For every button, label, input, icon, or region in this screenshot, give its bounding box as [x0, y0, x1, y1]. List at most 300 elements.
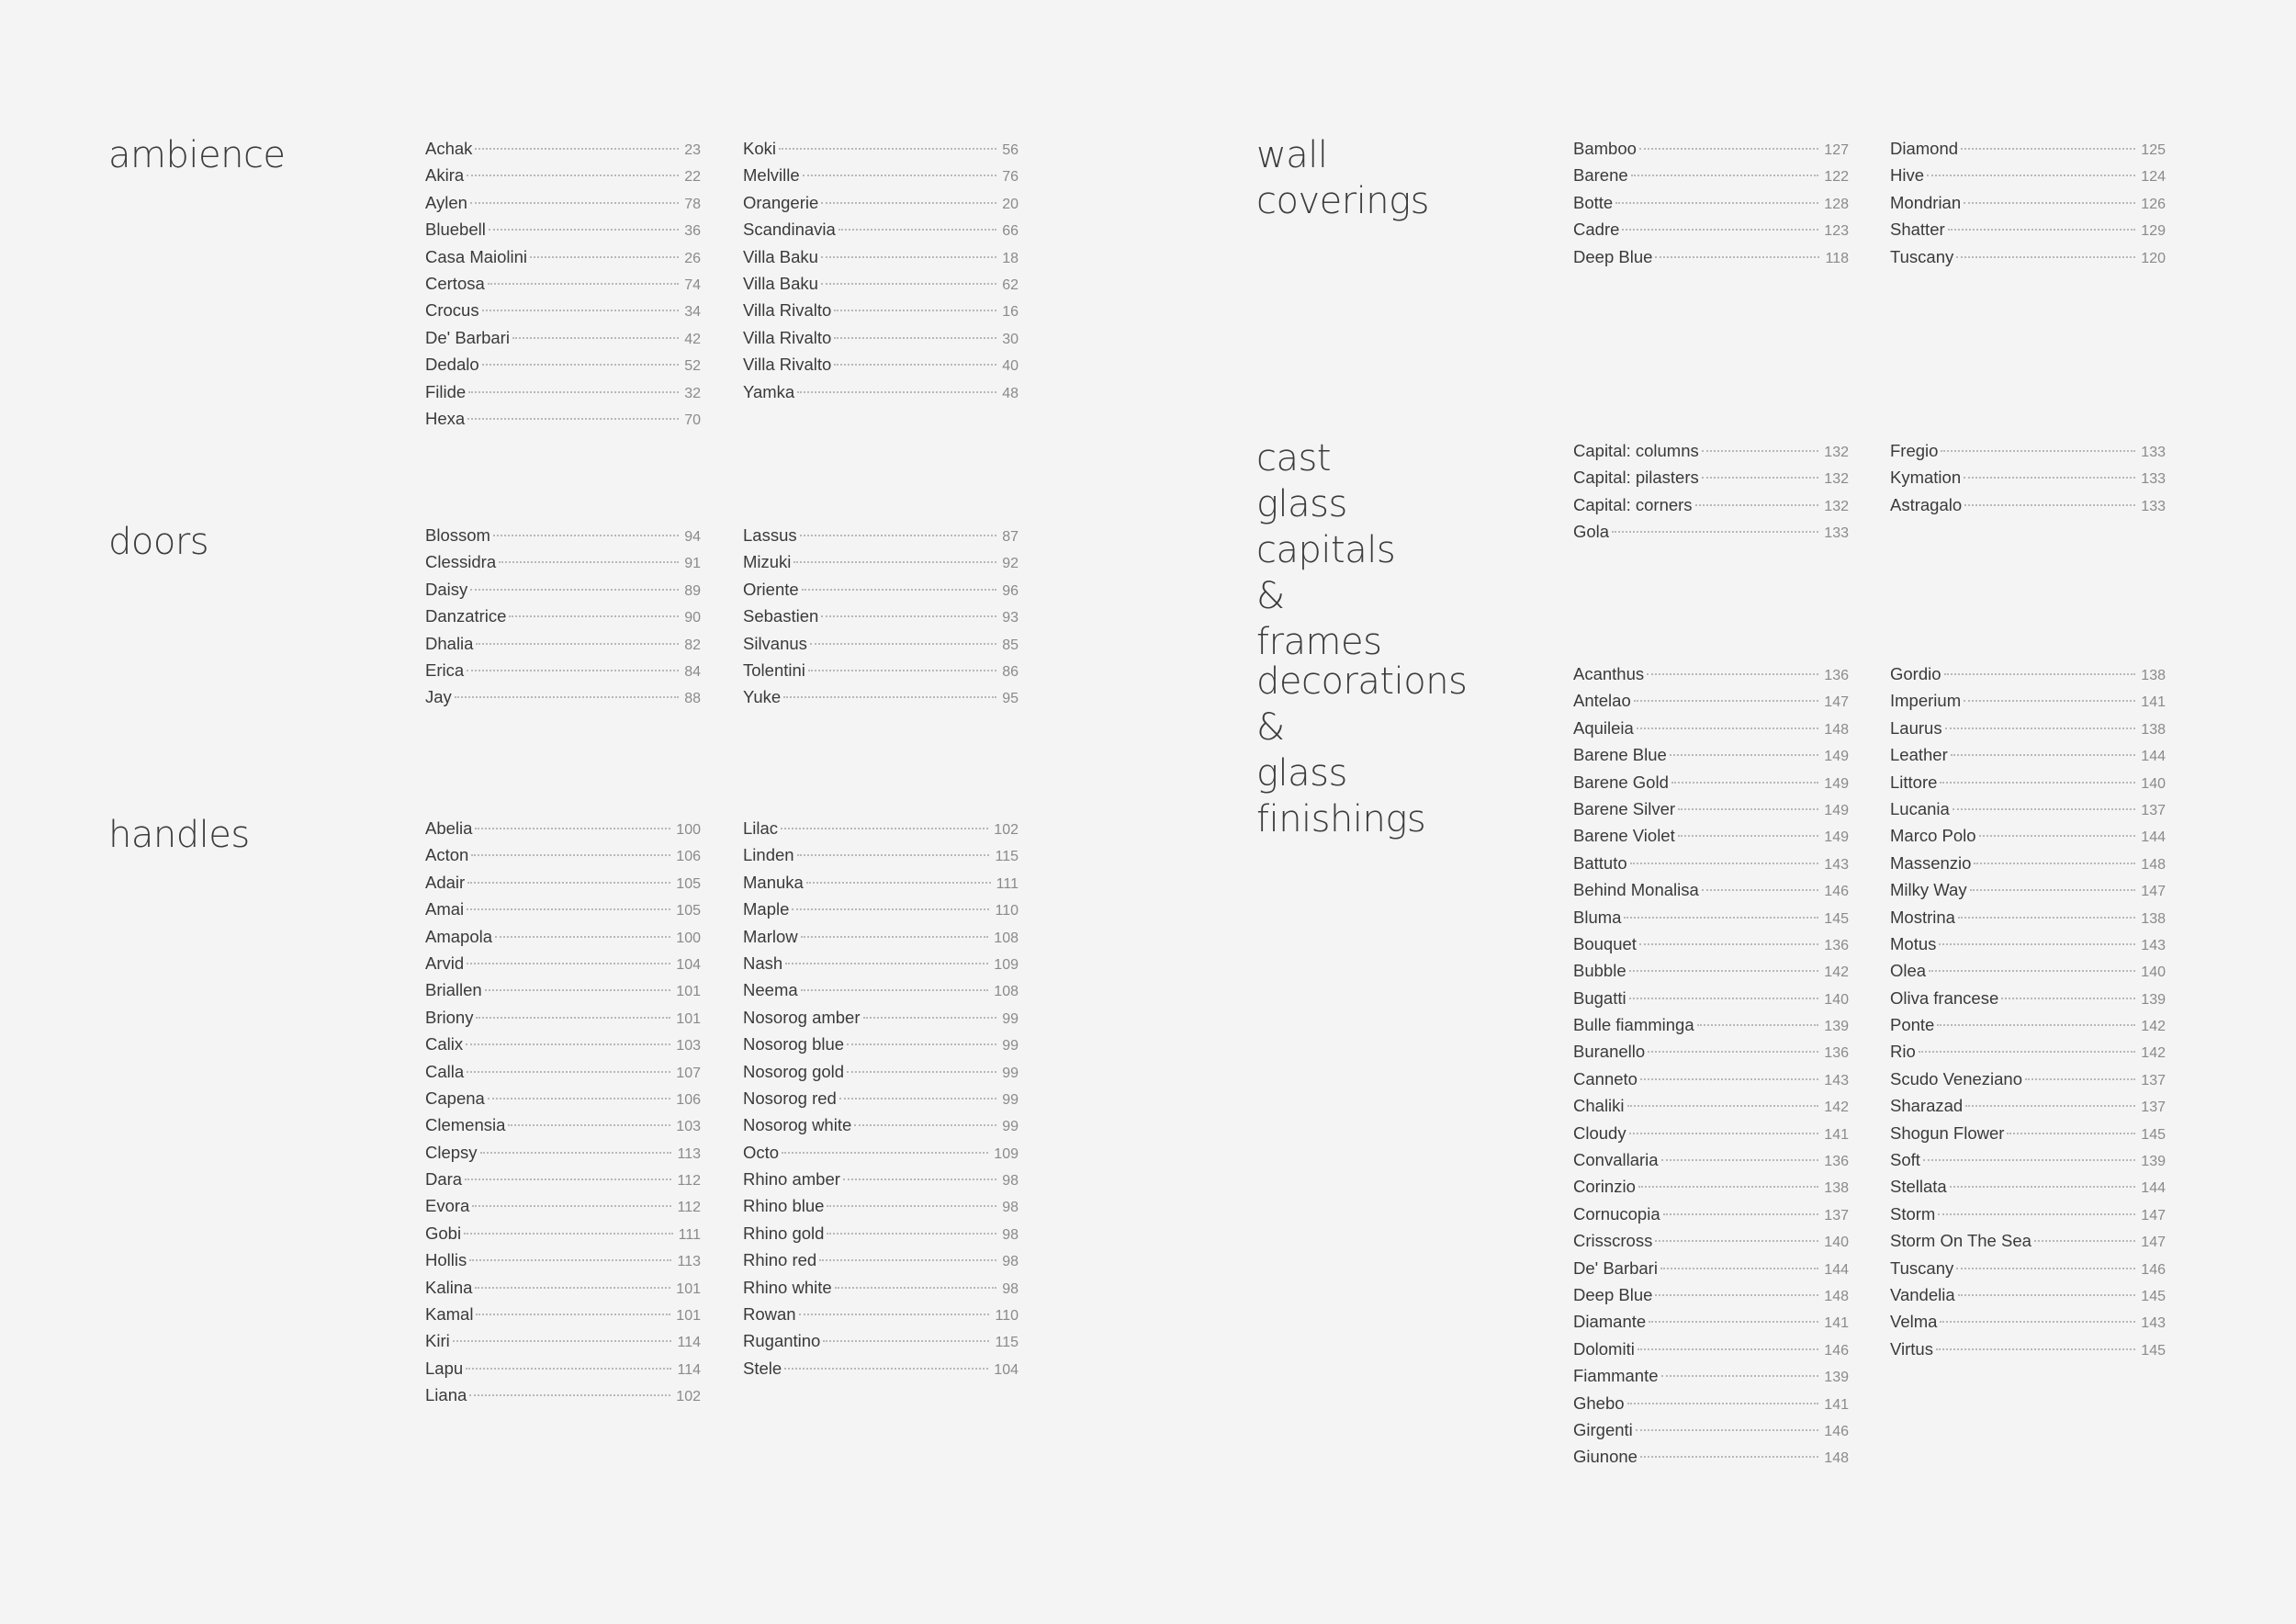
entry-page-number: 110 [995, 1308, 1019, 1325]
dot-leader [1640, 1078, 1818, 1080]
entry-name: Linden [743, 845, 794, 865]
index-entry [1890, 1038, 2166, 1065]
index-entry [743, 923, 1019, 950]
dot-leader [472, 1205, 671, 1207]
index-entry [743, 815, 1019, 841]
index-entry [1573, 437, 1849, 464]
entry-name: Velma [1890, 1312, 1938, 1332]
dot-leader [467, 882, 670, 884]
entry-page-number: 102 [994, 822, 1019, 838]
entry-name: Massenzio [1890, 852, 1972, 873]
entry-name: Nash [743, 953, 783, 973]
index-entry [1890, 1011, 2166, 1038]
entry-name: Rhino white [743, 1277, 832, 1297]
index-entry [1890, 1227, 2166, 1254]
entry-name: Dhalia [425, 633, 474, 653]
entry-page-number: 95 [1002, 691, 1019, 707]
entry-name: Mondrian [1890, 192, 1962, 212]
entry-name: Calix [425, 1034, 464, 1054]
dot-leader [1629, 970, 1819, 972]
entry-name: Mostrina [1890, 907, 1955, 927]
dot-leader [489, 229, 679, 231]
dot-leader [1631, 175, 1819, 176]
entry-name: Antelao [1573, 691, 1631, 711]
dot-leader [2025, 1078, 2135, 1080]
entry-page-number: 113 [677, 1254, 701, 1270]
entry-page-number: 109 [994, 1145, 1019, 1162]
index-entry [743, 869, 1019, 896]
entry-page-number: 110 [995, 903, 1019, 919]
index-entry [743, 1192, 1019, 1219]
entry-name: De' Barbari [425, 327, 510, 347]
index-entry [1573, 1390, 1849, 1416]
entry-name: Blossom [425, 525, 490, 545]
dot-leader [467, 670, 679, 671]
entry-page-number: 133 [2141, 445, 2166, 460]
index-entry [425, 896, 701, 922]
entry-page-number: 84 [684, 663, 701, 680]
index-entry [1890, 715, 2166, 741]
entry-page-number: 92 [1002, 556, 1019, 572]
dot-leader [793, 561, 996, 563]
index-entry [425, 683, 701, 710]
entry-name: Bamboo [1573, 139, 1637, 158]
index-entry [425, 869, 701, 896]
entry-name: Rowan [743, 1304, 796, 1325]
dot-leader [1938, 1213, 2135, 1215]
entry-page-number: 139 [1824, 1019, 1849, 1035]
dot-leader [1697, 1024, 1819, 1026]
dot-leader [783, 696, 996, 698]
entry-name: Storm [1890, 1203, 1936, 1224]
entry-page-number: 82 [684, 637, 701, 653]
entry-name: Rhino blue [743, 1196, 825, 1216]
entry-name: Bluma [1573, 907, 1622, 927]
entry-page-number: 111 [996, 875, 1019, 892]
dot-leader [467, 908, 670, 910]
dot-leader [839, 1098, 996, 1100]
entry-page-number: 145 [2141, 1126, 2166, 1143]
index-entry [1573, 243, 1849, 270]
entry-name: Kymation [1890, 468, 1962, 488]
entry-name: Tuscany [1890, 246, 1954, 266]
dot-leader [467, 418, 679, 420]
entry-page-number: 22 [684, 169, 701, 186]
entry-name: Dara [425, 1169, 463, 1190]
index-entry [1890, 850, 2166, 876]
index-entry [425, 1166, 701, 1192]
index-entry [1573, 985, 1849, 1011]
entry-name: Aylen [425, 192, 467, 212]
dot-leader [1671, 782, 1818, 784]
index-entry [743, 297, 1019, 323]
entry-page-number: 16 [1002, 304, 1019, 321]
index-entry [1573, 741, 1849, 768]
entry-name: Behind Monalisa [1573, 880, 1699, 900]
dot-leader [476, 1017, 670, 1019]
index-entry [743, 1246, 1019, 1273]
dot-leader [810, 643, 996, 645]
dot-leader [819, 1259, 996, 1261]
entry-name: Nosorog blue [743, 1034, 845, 1054]
entry-name: Orangerie [743, 192, 819, 212]
entry-page-number: 133 [2141, 471, 2166, 488]
dot-leader [799, 1314, 990, 1315]
entry-page-number: 142 [1824, 1100, 1849, 1116]
index-entry [1890, 876, 2166, 903]
index-entry [1890, 741, 2166, 768]
index-entry [1573, 1120, 1849, 1146]
index-entry [743, 162, 1019, 188]
dot-leader [834, 337, 996, 339]
index-entry [425, 405, 701, 432]
entry-page-number: 96 [1002, 582, 1019, 599]
index-entry [743, 243, 1019, 270]
entry-page-number: 148 [1824, 1288, 1849, 1304]
dot-leader [466, 1368, 671, 1370]
entry-name: Achak [425, 139, 473, 158]
entry-name: Tolentini [743, 660, 805, 680]
entry-name: Nosorog red [743, 1088, 837, 1108]
entry-page-number: 148 [1824, 1450, 1849, 1467]
dot-leader [808, 670, 996, 671]
dot-leader [1953, 808, 2135, 810]
entry-name: Lassus [743, 525, 797, 545]
entry-page-number: 85 [1002, 637, 1019, 653]
index-entry [743, 324, 1019, 351]
entry-page-number: 139 [2141, 991, 2166, 1008]
section-title: ambience [108, 134, 286, 176]
dot-leader [485, 989, 671, 991]
entry-page-number: 109 [994, 956, 1019, 973]
index-entry [743, 1085, 1019, 1111]
index-entry [1890, 957, 2166, 984]
entry-name: Ponte [1890, 1015, 1935, 1035]
dot-leader [803, 175, 997, 176]
entry-page-number: 26 [684, 250, 701, 266]
index-entry [1573, 1281, 1849, 1308]
index-entry [1890, 795, 2166, 822]
entry-name: Lilac [743, 818, 779, 838]
index-entry [1890, 687, 2166, 714]
index-entry [743, 216, 1019, 242]
entry-name: Soft [1890, 1150, 1920, 1170]
dot-leader [854, 1124, 996, 1126]
dot-leader [1950, 1186, 2136, 1188]
entry-name: Corinzio [1573, 1177, 1636, 1197]
entry-page-number: 42 [684, 331, 701, 347]
entry-name: Barene Blue [1573, 745, 1667, 765]
entry-name: Villa Rivalto [743, 300, 832, 321]
dot-leader [779, 148, 996, 150]
dot-leader [1927, 175, 2135, 176]
entry-name: Astragalo [1890, 494, 1963, 514]
entry-name: Gobi [425, 1223, 462, 1243]
index-entry [1573, 518, 1849, 545]
entry-name: Littore [1890, 772, 1938, 792]
entry-page-number: 146 [1824, 884, 1849, 900]
index-entry [1573, 1255, 1849, 1281]
dot-leader [2007, 1133, 2135, 1134]
index-entry [425, 135, 701, 162]
index-entry [1890, 1066, 2166, 1092]
index-entry [743, 630, 1019, 657]
index-entry [743, 603, 1019, 629]
entry-page-number: 103 [676, 1119, 701, 1135]
dot-leader [1661, 1375, 1819, 1377]
entry-page-number: 146 [1824, 1423, 1849, 1439]
entry-page-number: 94 [684, 529, 701, 545]
index-entry [425, 1382, 701, 1408]
entry-page-number: 23 [684, 142, 701, 158]
index-entry [1573, 1362, 1849, 1389]
entry-page-number: 18 [1002, 250, 1019, 266]
entry-page-number: 106 [676, 1091, 701, 1108]
entry-name: Barene [1573, 165, 1628, 186]
index-entry [1573, 660, 1849, 687]
index-entry [425, 657, 701, 683]
entry-page-number: 146 [2141, 1261, 2166, 1278]
index-entry [1573, 1336, 1849, 1362]
entry-name: Mizuki [743, 552, 792, 572]
dot-leader [475, 828, 670, 829]
entry-name: Shogun Flower [1890, 1122, 2005, 1143]
entry-name: Neema [743, 980, 798, 1000]
entry-page-number: 126 [2141, 196, 2166, 212]
index-entry [743, 896, 1019, 922]
index-entry [743, 1355, 1019, 1382]
dot-leader [827, 1205, 996, 1207]
entry-name: Dolomiti [1573, 1338, 1635, 1359]
dot-leader [838, 229, 996, 231]
index-entry [425, 950, 701, 976]
dot-leader [1964, 504, 2135, 506]
entry-page-number: 101 [676, 984, 701, 1000]
index-entry [1573, 1092, 1849, 1119]
index-entry [425, 243, 701, 270]
index-entry [1573, 795, 1849, 822]
index-entry [1573, 1227, 1849, 1254]
index-entry [1890, 985, 2166, 1011]
dot-leader [1655, 1294, 1818, 1296]
entry-name: Clemensia [425, 1115, 506, 1135]
entry-page-number: 144 [2141, 1180, 2166, 1197]
dot-leader [1702, 889, 1819, 891]
entry-name: Chaliki [1573, 1096, 1625, 1116]
index-entry [1890, 904, 2166, 930]
entry-name: Diamond [1890, 139, 1959, 158]
dot-leader [508, 1124, 670, 1126]
dot-leader [784, 1368, 988, 1370]
index-entry [425, 1274, 701, 1301]
entry-name: Bulle fiamminga [1573, 1015, 1694, 1035]
index-entry [743, 378, 1019, 405]
entry-page-number: 90 [684, 610, 701, 626]
dot-leader [1948, 229, 2136, 231]
entry-page-number: 36 [684, 223, 701, 240]
dot-leader [1702, 450, 1819, 452]
entry-page-number: 114 [677, 1335, 701, 1351]
dot-leader [465, 1179, 671, 1180]
dot-leader [806, 882, 991, 884]
index-entry [1573, 1308, 1849, 1335]
entry-page-number: 108 [994, 930, 1019, 946]
entry-name: Hollis [425, 1250, 467, 1270]
index-entry [425, 976, 701, 1003]
index-entry [743, 270, 1019, 297]
index-entry [1573, 1146, 1849, 1173]
entry-page-number: 145 [2141, 1288, 2166, 1304]
index-entry [743, 1166, 1019, 1192]
entry-name: Tuscany [1890, 1257, 1954, 1278]
entry-page-number: 143 [1824, 856, 1849, 873]
index-entry [425, 1111, 701, 1138]
entry-name: Olea [1890, 961, 1927, 981]
dot-leader [1638, 1186, 1818, 1188]
index-entry [425, 1327, 701, 1354]
entry-page-number: 132 [1824, 445, 1849, 460]
entry-name: Battuto [1573, 852, 1627, 873]
entry-page-number: 112 [677, 1200, 701, 1216]
entry-page-number: 98 [1002, 1173, 1019, 1190]
index-entry [1890, 1146, 2166, 1173]
dot-leader [1663, 1213, 1819, 1215]
index-entry [1890, 822, 2166, 849]
dot-leader [475, 148, 679, 150]
entry-page-number: 70 [684, 412, 701, 428]
dot-leader [1637, 727, 1818, 729]
entry-page-number: 147 [2141, 1207, 2166, 1224]
entry-page-number: 144 [1824, 1261, 1849, 1278]
entry-name: Melville [743, 165, 800, 186]
entry-page-number: 102 [676, 1389, 701, 1405]
entry-name: Cadre [1573, 220, 1620, 240]
entry-page-number: 140 [1824, 991, 1849, 1008]
index-column [425, 522, 701, 711]
entry-page-number: 145 [2141, 1342, 2166, 1359]
dot-leader [1649, 1321, 1818, 1323]
entry-page-number: 104 [994, 1361, 1019, 1378]
entry-page-number: 101 [676, 1308, 701, 1325]
dot-leader [467, 963, 670, 964]
entry-page-number: 111 [678, 1226, 701, 1243]
dot-leader [782, 1152, 988, 1154]
entry-name: Motus [1890, 933, 1937, 953]
dot-leader [1630, 863, 1819, 864]
entry-name: Jay [425, 687, 452, 707]
entry-name: Cornucopia [1573, 1203, 1660, 1224]
dot-leader [471, 854, 670, 856]
entry-name: Botte [1573, 192, 1614, 212]
entry-name: Acton [425, 845, 469, 865]
index-entry [743, 1111, 1019, 1138]
index-entry [1573, 1066, 1849, 1092]
dot-leader [1638, 1348, 1818, 1350]
index-entry [425, 841, 701, 868]
entry-name: Rugantino [743, 1331, 821, 1351]
entry-name: Fregio [1890, 441, 1939, 460]
dot-leader [1612, 531, 1818, 533]
entry-page-number: 128 [1824, 196, 1849, 212]
dot-leader [1979, 835, 2136, 837]
entry-page-number: 129 [2141, 223, 2166, 240]
dot-leader [1923, 1159, 2135, 1161]
entry-name: Capena [425, 1088, 485, 1108]
entry-name: Dedalo [425, 355, 479, 375]
index-entry [425, 351, 701, 378]
index-entry [1890, 769, 2166, 795]
dot-leader [1678, 835, 1819, 837]
entry-page-number: 142 [1824, 964, 1849, 981]
index-entry [1890, 1120, 2166, 1146]
index-entry [1573, 464, 1849, 491]
index-column [1573, 660, 1849, 1471]
entry-name: Daisy [425, 579, 468, 599]
dot-leader [475, 1287, 670, 1289]
entry-page-number: 98 [1002, 1254, 1019, 1270]
dot-leader [1936, 1348, 2135, 1350]
entry-name: Manuka [743, 872, 804, 892]
entry-page-number: 138 [2141, 668, 2166, 683]
entry-page-number: 40 [1002, 358, 1019, 375]
index-entry [425, 1355, 701, 1382]
entry-page-number: 141 [1824, 1396, 1849, 1413]
dot-leader [823, 1340, 989, 1342]
section-title: doors [108, 521, 209, 563]
dot-leader [1639, 943, 1818, 945]
dot-leader [827, 1233, 996, 1235]
entry-page-number: 132 [1824, 498, 1849, 514]
dot-leader [476, 1314, 670, 1315]
dot-leader [1640, 1456, 1818, 1458]
entry-name: Oriente [743, 579, 799, 599]
dot-leader [821, 615, 996, 617]
entry-name: Maple [743, 899, 790, 919]
dot-leader [1919, 1051, 2136, 1053]
index-entry [425, 603, 701, 629]
index-entry [743, 189, 1019, 216]
entry-page-number: 89 [684, 582, 701, 599]
dot-leader [493, 535, 679, 536]
dot-leader [467, 1071, 670, 1073]
entry-page-number: 87 [1002, 529, 1019, 545]
index-column [425, 815, 701, 1409]
dot-leader [1655, 256, 1819, 258]
dot-leader [781, 828, 988, 829]
entry-page-number: 138 [2141, 721, 2166, 738]
dot-leader [1958, 1294, 2136, 1296]
index-entry [425, 378, 701, 405]
entry-page-number: 99 [1002, 1091, 1019, 1108]
entry-name: Amai [425, 899, 465, 919]
index-column [1573, 437, 1849, 546]
index-entry [1573, 1201, 1849, 1227]
entry-page-number: 98 [1002, 1226, 1019, 1243]
entry-name: Oliva francese [1890, 987, 1999, 1008]
entry-page-number: 139 [1824, 1370, 1849, 1386]
entry-name: Acanthus [1573, 664, 1645, 683]
entry-name: Barene Silver [1573, 798, 1676, 818]
entry-page-number: 136 [1824, 937, 1849, 953]
entry-name: Deep Blue [1573, 1284, 1653, 1304]
dot-leader [1615, 202, 1818, 204]
entry-page-number: 105 [676, 875, 701, 892]
dot-leader [835, 1287, 997, 1289]
entry-name: Shatter [1890, 220, 1945, 240]
entry-name: Briallen [425, 980, 482, 1000]
entry-name: Yuke [743, 687, 782, 707]
dot-leader [480, 1152, 672, 1154]
